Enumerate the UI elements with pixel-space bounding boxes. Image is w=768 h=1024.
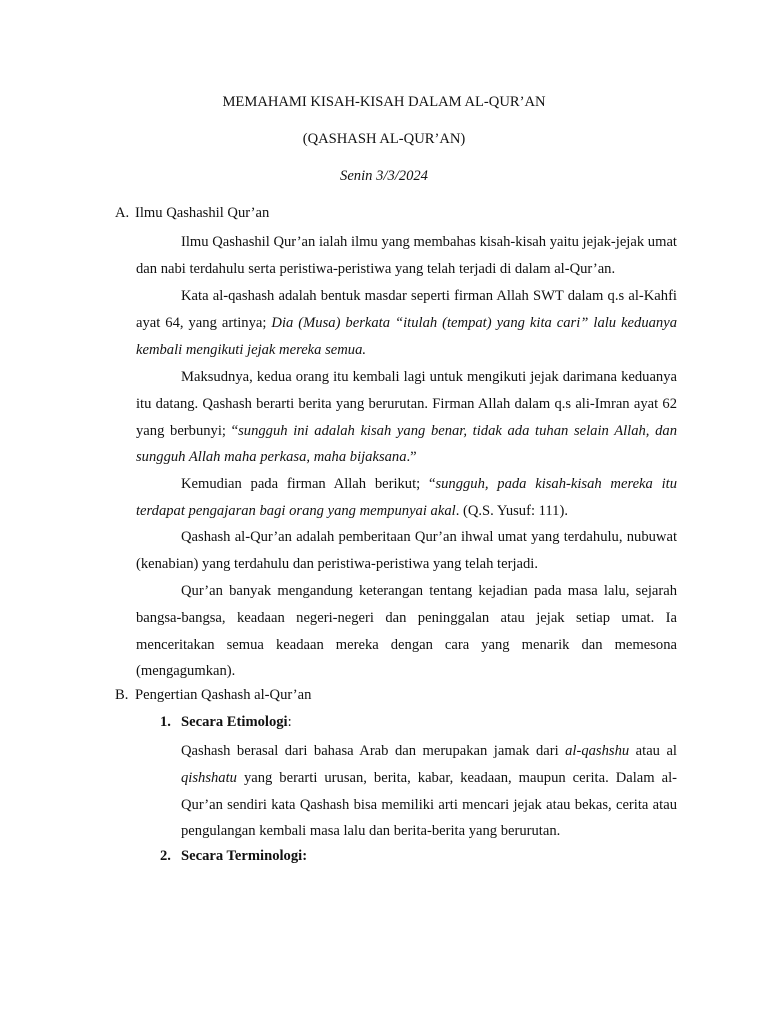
section-a-paragraph-1: Ilmu Qashashil Qur’an ialah ilmu yang membahas kisah-kisah yaitu jejak-jejak umat dan nabi terdahulu serta peristiwa-peristiwa yang telah terjadi di dalam al-Qur’an. bbox=[136, 234, 677, 277]
section-a-heading bbox=[115, 205, 675, 222]
subsection-2-marker: 2. bbox=[160, 848, 171, 864]
section-b-marker: B. bbox=[115, 687, 129, 703]
section-b-title: Pengertian Qashash al-Qur’an bbox=[135, 687, 312, 703]
section-a-marker: A. bbox=[115, 205, 130, 221]
subsection-1-colon: : bbox=[287, 714, 292, 730]
document-subtitle: (QASHASH AL-QUR’AN) bbox=[302, 131, 466, 147]
paragraph-3-text: Maksudnya, kedua orang itu kembali lagi untuk mengikuti jejak darimana keduanya itu datang. Qashash berarti berita yang berurutan. Firman Allah dalam q.s ali-Imran ayat 62 yang berbunyi; “ bbox=[136, 369, 677, 439]
paragraph-2-text: Kata al-qashash adalah bentuk masdar seperti firman Allah SWT dalam q.s al-Kahfi ayat 64, yang artinya; bbox=[136, 288, 677, 331]
etimologi-text-1: Qashash berasal dari bahasa Arab dan merupakan jamak dari bbox=[181, 743, 566, 759]
paragraph-4-quote: sungguh, pada kisah-kisah mereka itu terdapat pengajaran bagi orang yang mempunyai akal bbox=[136, 476, 677, 519]
paragraph-2-quote: Dia (Musa) berkata “itulah (tempat) yang kita cari” lalu keduanya kembali mengikuti jejak mereka semua. bbox=[136, 314, 677, 358]
section-a-paragraph-4 bbox=[136, 471, 677, 525]
paragraph-3-end: .” bbox=[406, 449, 417, 466]
subsection-1-heading bbox=[160, 714, 292, 731]
subsection-2-heading bbox=[160, 848, 307, 865]
etimologi-text-3: yang berarti urusan, berita, kabar, keadaan, maupun cerita. Dalam al-Qur’an sendiri kata Qashash bisa memiliki arti mencari jejak atau bekas, cerita atau pengulangan kembali masa lalu dan berita-berita yang berurutan. bbox=[181, 769, 677, 840]
subsection-1-marker: 1. bbox=[160, 714, 171, 730]
subsection-1-paragraph bbox=[181, 738, 677, 845]
section-b-heading bbox=[115, 687, 675, 704]
subsection-1-label: Secara Etimologi bbox=[181, 714, 288, 730]
section-a-paragraph-5: Qashash al-Qur’an adalah pemberitaan Qur’an ihwal umat yang terdahulu, nubuwat (kenabian) yang terdahulu dan peristiwa-peristiwa yang telah terjadi. bbox=[136, 529, 677, 572]
paragraph-4-text: Kemudian pada firman Allah berikut; “ bbox=[181, 476, 436, 492]
section-a-paragraph-3 bbox=[136, 364, 677, 471]
etimologi-term-2: qishshatu bbox=[181, 769, 237, 786]
document-title: MEMAHAMI KISAH-KISAH DALAM AL-QUR’AN bbox=[222, 94, 546, 110]
section-a-paragraph-6: Qur’an banyak mengandung keterangan tentang kejadian pada masa lalu, sejarah bangsa-bangsa, keadaan negeri-negeri dan peninggalan atau jejak setiap umat. Ia menceritakan semua keadaan mereka dengan cara yang menarik dan memesona (mengagumkan). bbox=[136, 583, 677, 680]
section-a-paragraph-2 bbox=[136, 283, 677, 363]
etimologi-text-2: atau al bbox=[629, 743, 677, 759]
document-date: Senin 3/3/2024 bbox=[340, 168, 428, 184]
etimologi-term-1: al-qashshu bbox=[565, 743, 630, 759]
section-a-title: Ilmu Qashashil Qur’an bbox=[135, 205, 270, 221]
subsection-2-label: Secara Terminologi: bbox=[181, 848, 308, 864]
paragraph-3-quote: sungguh ini adalah kisah yang benar, tidak ada tuhan selain Allah, dan sungguh Allah maha perkasa, maha bijaksana bbox=[136, 422, 678, 466]
paragraph-4-citation: . (Q.S. Yusuf: 111). bbox=[455, 502, 568, 519]
